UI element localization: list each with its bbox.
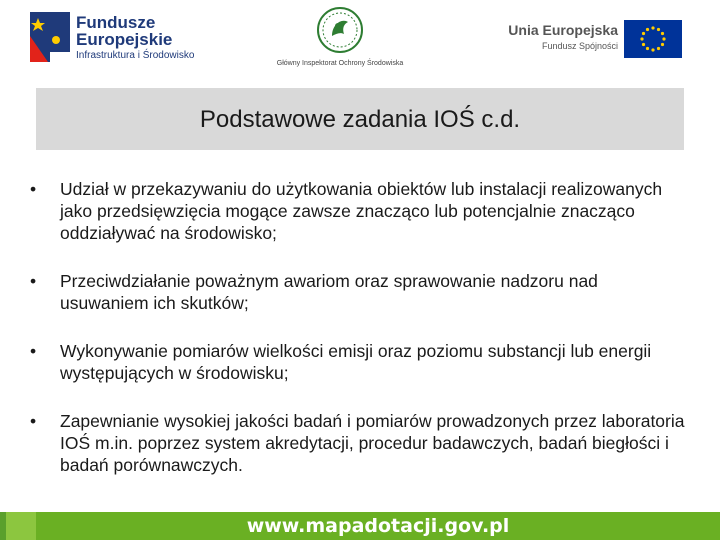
fe-star-flag-icon <box>30 12 70 62</box>
bullet-item <box>30 410 690 476</box>
bullet-item <box>30 340 690 384</box>
fe-title-line2: Europejskie <box>76 30 173 49</box>
footer-bar <box>36 512 720 540</box>
footer-accent-stripe <box>0 512 6 540</box>
footer-url-link[interactable]: www.mapadotacji.gov.pl <box>246 515 510 537</box>
unia-europejska-logo <box>506 18 686 62</box>
bullet-text: Udział w przekazywaniu do użytkowania obiektów lub instalacji realizowanych jako przedsięwzięcia mogące zawsze znacząco lub potencjalnie znacząco oddziaływać na środowisko; <box>60 179 663 243</box>
ue-subtitle: Fundusz Spójności <box>541 41 618 51</box>
gios-emblem-icon <box>316 6 364 54</box>
bullet-dot: • <box>30 411 37 431</box>
bullet-list <box>30 178 690 476</box>
bullet-text: Przeciwdziałanie poważnym awariom oraz sprawowanie nadzoru nad usuwaniem ich skutków; <box>60 271 598 313</box>
ue-title: Unia Europejska <box>508 22 618 38</box>
fe-subtitle: Infrastruktura i Środowisko <box>76 50 195 61</box>
bullet-dot: • <box>30 271 37 291</box>
eu-flag-icon <box>624 20 682 58</box>
bullet-item <box>30 178 690 244</box>
bullet-text: Zapewnianie wysokiej jakości badań i pomiarów prowadzonych przez laboratoria IOŚ m.in. poprzez system akredytacji, procedur badawczych, badań biegłości i badań porównawczych. <box>60 411 685 475</box>
gios-logo <box>270 6 410 72</box>
fe-title-line1: Fundusze <box>76 13 156 32</box>
footer <box>0 512 720 540</box>
bullet-dot: • <box>30 179 37 199</box>
footer-accent <box>0 512 36 540</box>
bullet-text: Wykonywanie pomiarów wielkości emisji oraz poziomu substancji lub energii występujących w środowisku; <box>60 341 652 383</box>
gios-caption: Główny Inspektorat Ochrony Środowiska <box>276 60 404 67</box>
bullet-dot: • <box>30 341 37 361</box>
title-band <box>36 88 684 150</box>
bullet-item <box>30 270 690 314</box>
fundusze-europejskie-logo <box>30 12 220 66</box>
slide-title: Podstawowe zadania IOŚ c.d. <box>199 106 521 133</box>
